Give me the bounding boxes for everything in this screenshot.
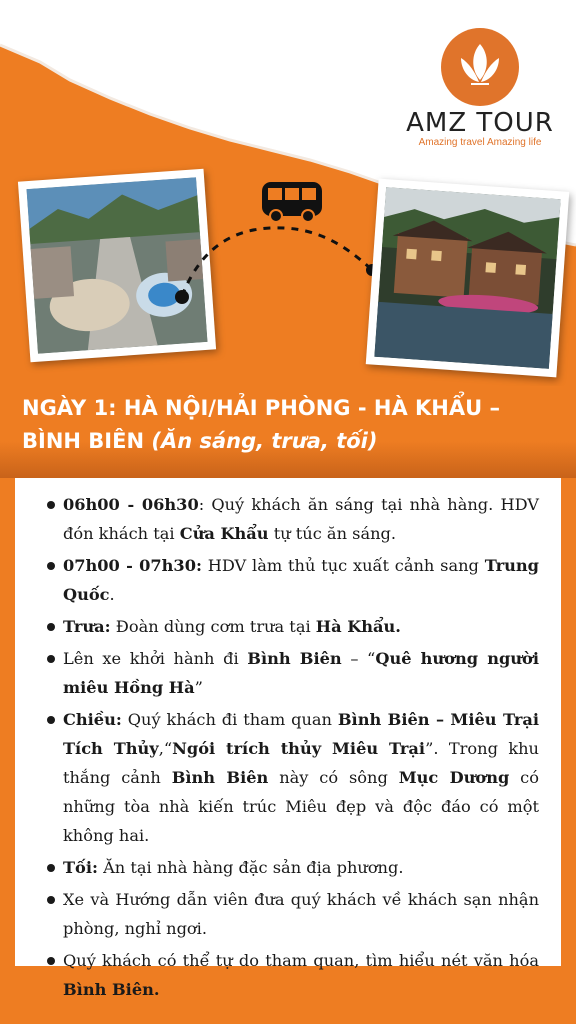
day-title [22, 392, 562, 458]
brand-logo [400, 28, 560, 148]
itinerary-list [15, 478, 561, 1004]
list-item: Tối: Ăn tại nhà hàng đặc sản địa phương. [63, 853, 539, 882]
day-title-meals: (Ăn sáng, trưa, tối) [151, 429, 378, 453]
list-item: Quý khách có thể tự do tham quan, tìm hiểu nét văn hóa Bình Biên. [63, 946, 539, 1004]
photo-village-waterfront [366, 179, 570, 378]
list-item: Chiều: Quý khách đi tham quan Bình Biên – Miêu Trại Tích Thủy,“Ngói trích thủy Miêu Trại”. Trong khu thắng cảnh Bình Biên này có sông Mục Dương có những tòa nhà kiến trúc Miêu đẹp và độc đáo có một không hai. [63, 705, 539, 850]
brand-slogan: Amazing travel Amazing life [418, 137, 542, 148]
list-item: 07h00 - 07h30: HDV làm thủ tục xuất cảnh sang Trung Quốc. [63, 551, 539, 609]
list-item: 06h00 - 06h30: Quý khách ăn sáng tại nhà hàng. HDV đón khách tại Cửa Khẩu tự túc ăn sáng. [63, 490, 539, 548]
list-item: Lên xe khởi hành đi Bình Biên – “Quê hương người miêu Hồng Hà” [63, 644, 539, 702]
list-item: Trưa: Đoàn dùng cơm trưa tại Hà Khẩu. [63, 612, 539, 641]
lotus-icon [441, 28, 519, 106]
route-illustration [150, 170, 390, 310]
day-title-main: NGÀY 1: HÀ NỘI/HẢI PHÒNG - HÀ KHẨU – BÌNH BIÊN [22, 396, 500, 453]
brand-name: AMZ TOUR [406, 108, 554, 138]
itinerary-box [15, 478, 561, 999]
list-item: Xe và Hướng dẫn viên đưa quý khách về khách sạn nhận phòng, nghỉ ngơi. [63, 885, 539, 943]
bus-icon [262, 182, 322, 222]
